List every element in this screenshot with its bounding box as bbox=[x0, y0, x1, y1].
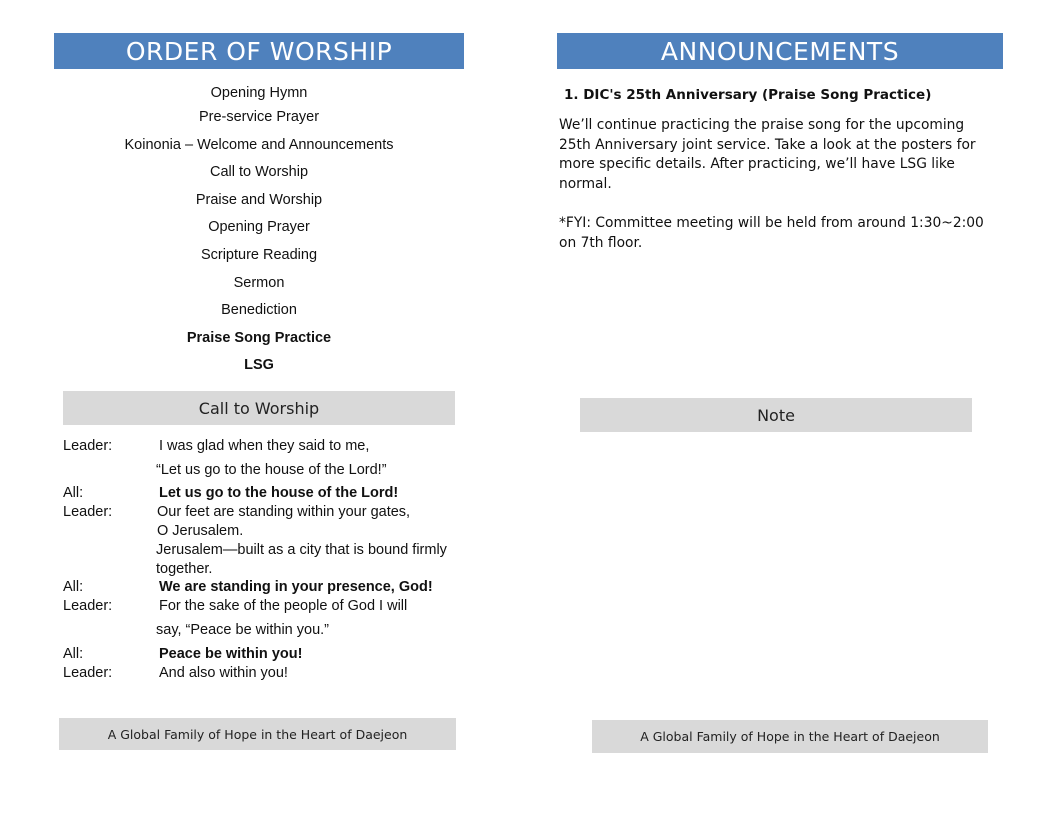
litany-role: Leader: bbox=[63, 598, 113, 614]
announcement-body: We’ll continue practicing the praise song for the upcoming 25th Anniversary joint service. Take a look at the posters for more specific details. After practicing, we’ll have LSG like normal. bbox=[559, 117, 976, 192]
litany-role: Leader: bbox=[63, 438, 113, 454]
order-item-opening-hymn: Opening Hymn bbox=[210, 85, 308, 101]
order-item-praise-song-practice: Praise Song Practice bbox=[186, 330, 332, 346]
litany-role: Leader: bbox=[63, 665, 113, 681]
fyi-note: *FYI: Committee meeting will be held from around 1:30~2:00 on 7th floor. bbox=[559, 215, 984, 251]
litany-response: Let us go to the house of the Lord! bbox=[159, 485, 399, 501]
litany-text: I was glad when they said to me, bbox=[159, 438, 370, 454]
footer-tagline-left: A Global Family of Hope in the Heart of Daejeon bbox=[59, 718, 456, 750]
announcement-heading: 1. DIC's 25th Anniversary (Praise Song Practice) bbox=[564, 87, 932, 103]
announcements-title: ANNOUNCEMENTS bbox=[557, 33, 1003, 69]
order-item-sermon: Sermon bbox=[233, 275, 285, 291]
order-item-koinonia: Koinonia – Welcome and Announcements bbox=[124, 137, 394, 153]
litany-response: We are standing in your presence, God! bbox=[159, 579, 433, 595]
litany-text: together. bbox=[156, 561, 213, 577]
litany-text: say, “Peace be within you.” bbox=[156, 622, 330, 638]
litany-text: Jerusalem—built as a city that is bound firmly bbox=[156, 542, 447, 558]
litany-text: “Let us go to the house of the Lord!” bbox=[156, 462, 387, 478]
litany-text: For the sake of the people of God I will bbox=[159, 598, 408, 614]
order-item-pre-service-prayer: Pre-service Prayer bbox=[198, 109, 320, 125]
litany-text: And also within you! bbox=[159, 665, 288, 681]
order-item-call-to-worship: Call to Worship bbox=[209, 164, 309, 180]
litany-role: All: bbox=[63, 646, 84, 662]
note-heading: Note bbox=[580, 398, 972, 432]
order-item-benediction: Benediction bbox=[221, 302, 297, 318]
litany-text: Our feet are standing within your gates, bbox=[157, 504, 411, 520]
order-item-praise-and-worship: Praise and Worship bbox=[195, 192, 323, 208]
order-of-worship-title: ORDER OF WORSHIP bbox=[54, 33, 464, 69]
order-item-opening-prayer: Opening Prayer bbox=[208, 219, 310, 235]
litany-text: O Jerusalem. bbox=[157, 523, 244, 539]
litany-role: All: bbox=[63, 485, 84, 501]
call-to-worship-heading: Call to Worship bbox=[63, 391, 455, 425]
litany-response: Peace be within you! bbox=[159, 646, 303, 662]
litany-role: Leader: bbox=[63, 504, 113, 520]
order-item-lsg: LSG bbox=[244, 357, 274, 373]
footer-tagline-right: A Global Family of Hope in the Heart of Daejeon bbox=[592, 720, 988, 753]
order-item-scripture-reading: Scripture Reading bbox=[200, 247, 318, 263]
litany-role: All: bbox=[63, 579, 84, 595]
